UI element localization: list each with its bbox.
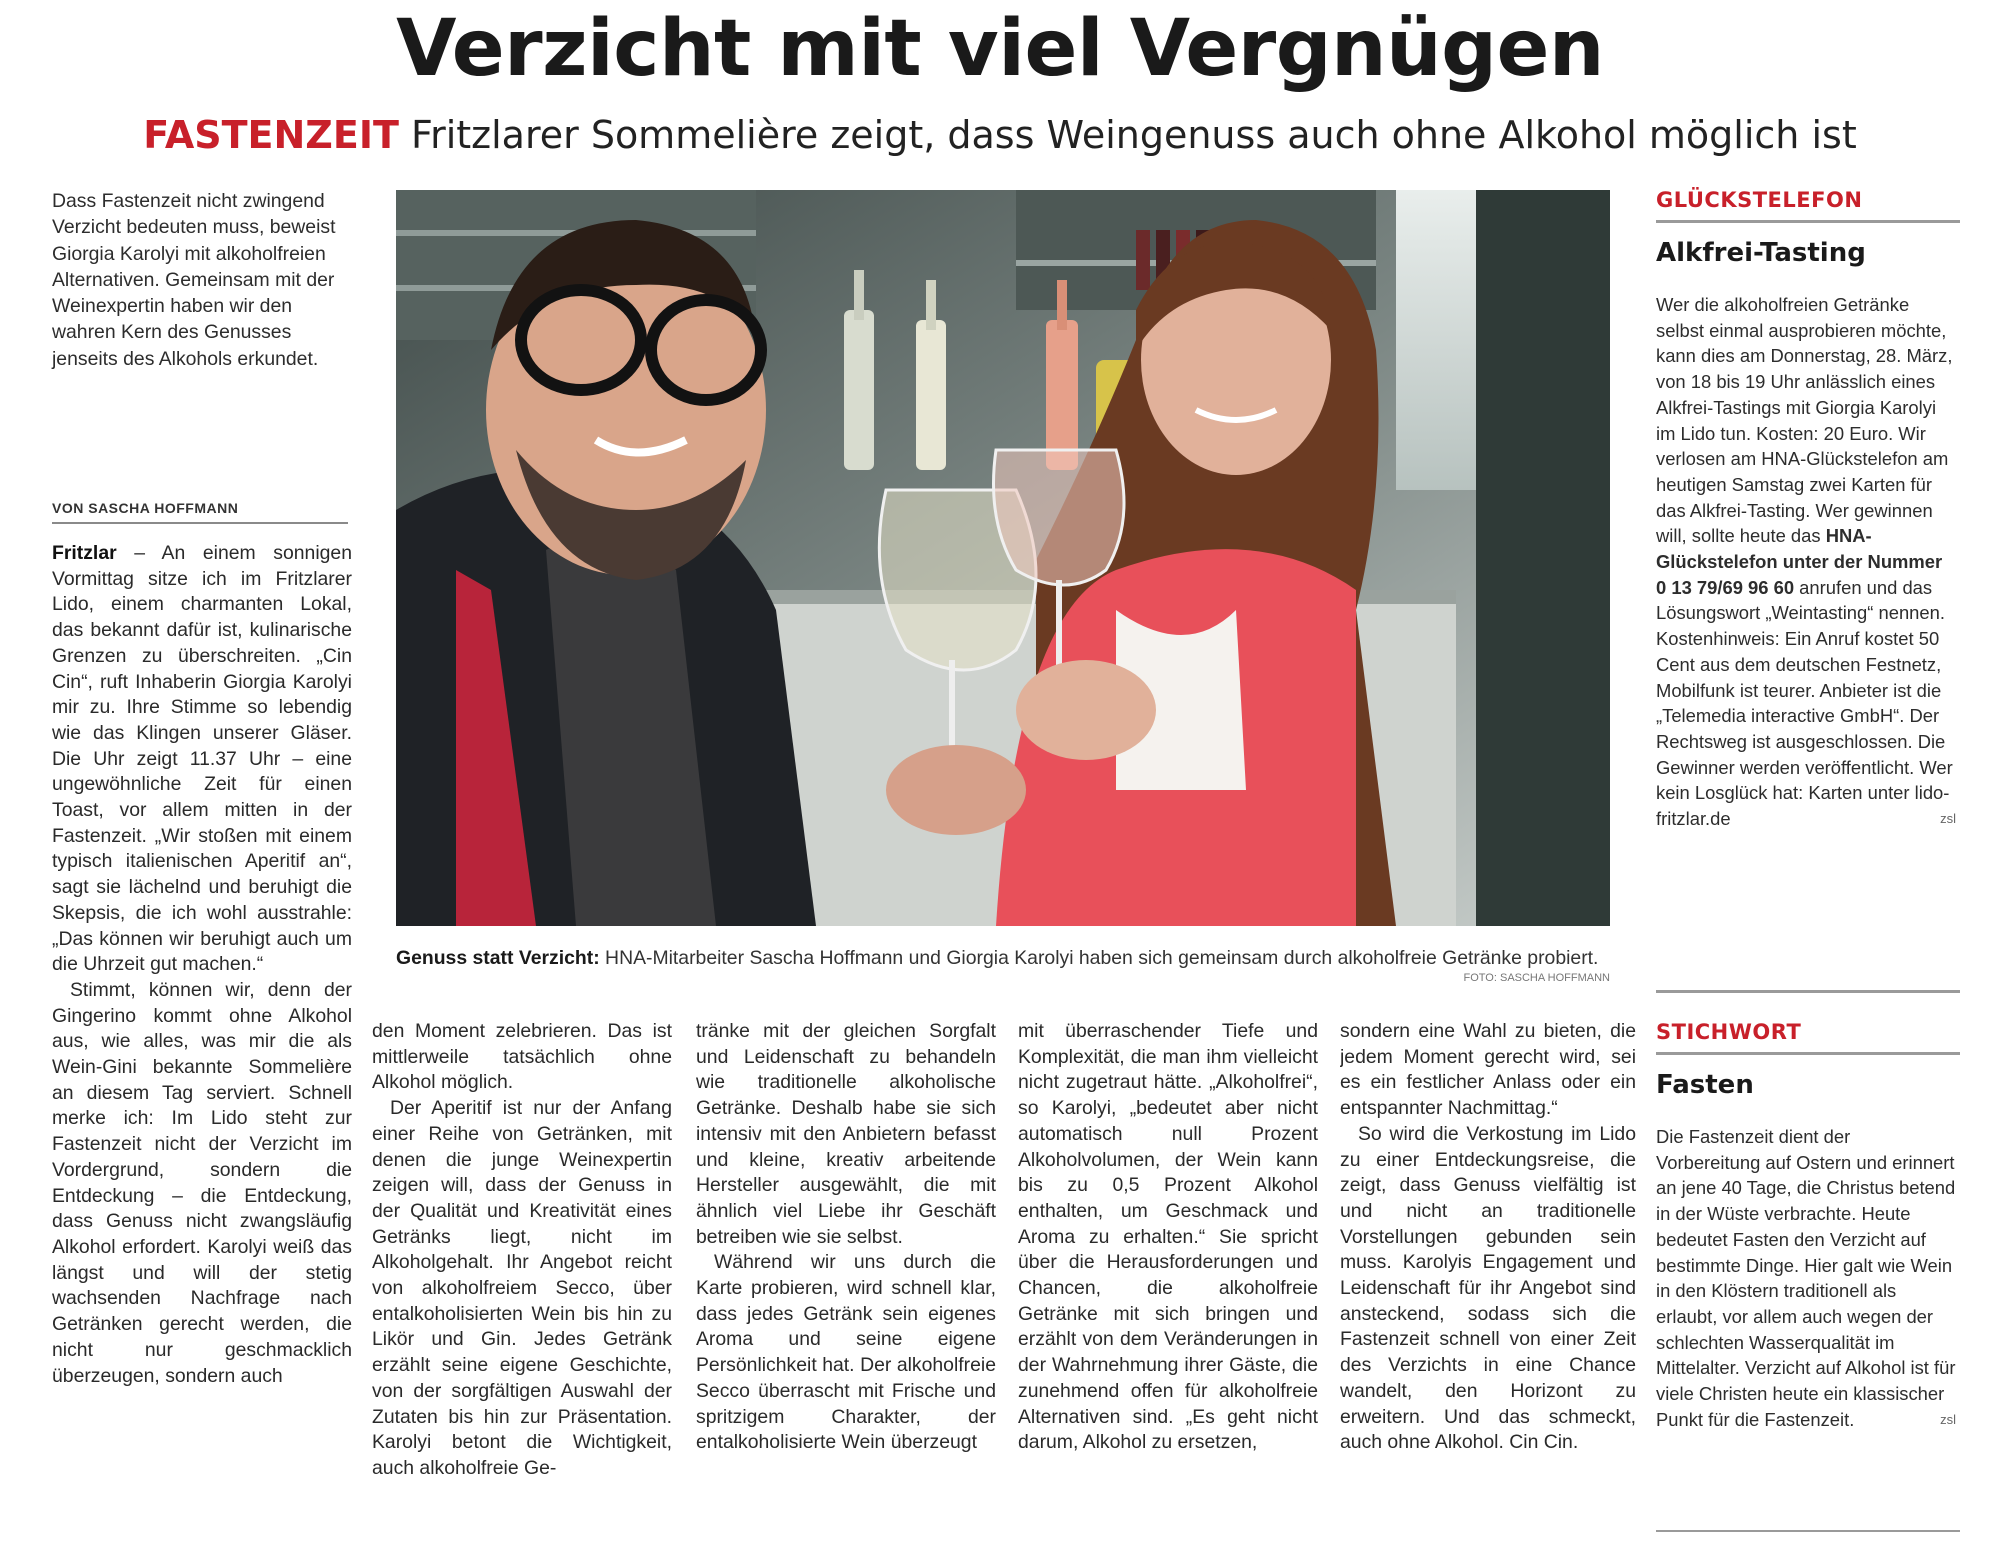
article-intro: Dass Fastenzeit nicht zwingend Verzicht bedeuten muss, beweist Giorgia Karolyi mit alkoholfreien Alternativen. Gemeinsam mit der Weinexpertin haben wir den wahren Kern des Genusses jenseits des Alkohols erkundet. — [52, 190, 336, 370]
sidebar-rule — [1656, 1530, 1960, 1532]
article-column-3 — [696, 1019, 996, 1531]
byline: VON SASCHA HOFFMANN — [52, 500, 348, 524]
article-paragraph: Während wir uns durch die Karte probieren, wird schnell klar, dass jedes Getränk sein eigenes Aroma und seine eigene Persönlichkeit hat. Der alkoholfreie Secco überrascht mit Frische und spritzigem Charakter, der entalkoholisierte Wein überzeugt — [696, 1251, 996, 1454]
subheadline-text: Fritzlarer Sommelière zeigt, dass Weingenuss auch ohne Alkohol möglich ist — [410, 113, 1857, 157]
article-paragraph: Der Aperitif ist nur der Anfang einer Reihe von Getränken, mit denen die junge Weinexpertin zeigen will, dass der Genuss in der Qualität und Kreativität eines Getränks liegt, nicht im Alkoholgehalt. Ihr Angebot reicht von alkoholfreiem Secco, über entalkoholisierten Wein bis hin zu Likör und Gin. Jedes Getränk erzählt seine eigene Geschichte, von der sorgfältigen Auswahl der Zutaten bis hin zur Präsentation. Karolyi betont die Wichtigkeit, auch alkoholfreie Ge- — [372, 1097, 672, 1479]
sidebar-kicker-glueckstelefon: GLÜCKSTELEFON — [1656, 188, 1863, 212]
photo-credit: FOTO: SASCHA HOFFMANN — [1463, 972, 1610, 984]
article-column-4 — [1018, 1019, 1318, 1531]
article-paragraph: Fritzlar – An einem sonnigen Vormittag sitze ich im Fritzlarer Lido, einem charmanten Lokal, das bekannt dafür ist, kulinarische Grenzen zu überschreiten. „Cin Cin“, ruft Inhaberin Giorgia Karolyi mir zu. Ihre Stimme so lebendig wie das Klingen unserer Gläser. Die Uhr zeigt 11.37 Uhr – eine ungewöhnliche Zeit für einen Toast, vor allem mitten in der Fastenzeit. „Wir stoßen mit einem typisch italienischen Aperitif an“, sagt sie lächelnd und beruhigt die Skepsis, die ich wohl ausstrahle: „Das können wir beruhigt auch um die Uhrzeit gut machen.“ — [52, 542, 352, 976]
sidebar-body-stichwort: Die Fastenzeit dient der Vorbereitung auf Ostern und erinnert an jene 40 Tage, die Christus betend in der Wüste verbrachte. Heute bedeutet Fasten den Verzicht auf bestimmte Dinge. Hier galt wie Wein in den Klöstern traditionell als erlaubt, vor allem auch wegen der schlechten Wasserqualität im Mittelalter. Verzicht auf Alkohol ist für viele Christen heute ein klassischer Punkt für die Fastenzeit. zsl — [1656, 1124, 1956, 1524]
subheadline — [0, 113, 2000, 157]
sidebar-title-alkfrei-tasting: Alkfrei-Tasting — [1656, 238, 1866, 268]
sidebar-rule — [1656, 990, 1960, 993]
photo-illustration — [396, 190, 1610, 926]
author-sign: zsl — [1940, 811, 1956, 827]
author-sign: zsl — [1940, 1411, 1956, 1427]
sidebar-kicker-stichwort: STICHWORT — [1656, 1020, 1802, 1044]
article-paragraph: mit überraschender Tiefe und Komplexität, die man ihm vielleicht nicht zugetraut hätte. „Alkoholfrei“, so Karolyi, „bedeutet aber nicht automatisch null Prozent Alkoholvolumen, der Wein kann bis zu 0,5 Prozent Alkohol enthalten, um Geschmack und Aroma zu erhalten.“ Sie spricht über die Herausforderungen und Chancen, die alkoholfreie Getränke mit sich bringen und erzählt von dem Veränderungen in der Wahrnehmung ihrer Gäste, die zunehmend offen für alkoholfreie Alternativen sind. „Es geht nicht darum, Alkohol zu ersetzen, — [1018, 1020, 1318, 1454]
article-paragraph: So wird die Verkostung im Lido zu einer Entdeckungsreise, die zeigt, dass Genuss vielfältig ist und nicht an traditionelle Vorstellungen gebunden sein muss. Karolyis Engagement und Leidenschaft für ihr Angebot sind ansteckend, sodass sich die Fastenzeit schnell von einer Zeit des Verzichts in eine Chance wandelt, den Horizont zu erweitern. Und das schmeckt, auch ohne Alkohol. Cin Cin. — [1340, 1122, 1636, 1454]
photo-caption — [396, 946, 1610, 971]
article-paragraph: Stimmt, können wir, denn der Gingerino kommt ohne Alkohol aus, wie alles, was mir die als Wein-Gini bekannte Sommelière an diesem Tag serviert. Schnell merke ich: Im Lido steht zur Fastenzeit nicht der Verzicht im Vordergrund, sondern die Entdeckung – die Entdeckung, dass Genuss nicht zwangsläufig Alkohol erfordert. Karolyi weiß das längst und will der stetig wachsenden Nachfrage nach Getränken gerecht werden, die nicht nur geschmacklich überzeugen, sondern auch — [52, 978, 352, 1387]
headline: Verzicht mit viel Vergnügen — [396, 4, 1604, 94]
sidebar-rule — [1656, 1052, 1960, 1055]
sidebar-title-fasten: Fasten — [1656, 1070, 1754, 1100]
sidebar-body-glueckstelefon: Wer die alkoholfreien Getränke selbst einmal ausprobieren möchte, kann dies am Donnerstag, 28. März, von 18 bis 19 Uhr anlässlich eines Alkfrei-Tastings mit Giorgia Karolyi im Lido tun. Kosten: 20 Euro. Wir verlosen am HNA-Glückstelefon am heutigen Samstag zwei Karten für das Alkfrei-Tasting. Wer gewinnen will, sollte heute das HNA-Glückstelefon unter der Nummer 0 13 79/69 96 60 anrufen und das Lösungswort „Weintasting“ nennen. Kostenhinweis: Ein Anruf kostet 50 Cent aus dem deutschen Festnetz, Mobilfunk ist teurer. Anbieter ist die „Telemedia interactive GmbH“. Der Rechtsweg ist ausgeschlossen. Die Gewinner werden veröffentlicht. Wer kein Losglück hat: Karten unter lido-fritzlar.de zsl — [1656, 292, 1956, 972]
kicker-fastenzeit: FASTENZEIT — [143, 113, 399, 157]
dateline: Fritzlar — [52, 542, 117, 564]
caption-lead: Genuss statt Verzicht: — [396, 947, 600, 969]
article-paragraph: den Moment zelebrieren. Das ist mittlerweile tatsächlich ohne Alkohol möglich. — [372, 1020, 672, 1094]
article-photo — [396, 190, 1610, 926]
article-column-2 — [372, 1019, 672, 1531]
caption-text: HNA-Mitarbeiter Sascha Hoffmann und Giorgia Karolyi haben sich gemeinsam durch alkoholfreie Getränke probiert. — [599, 947, 1599, 969]
sidebar-rule — [1656, 220, 1960, 223]
article-paragraph: tränke mit der gleichen Sorgfalt und Leidenschaft zu behandeln wie traditionelle alkoholische Getränke. Deshalb habe sie sich intensiv mit den Anbietern befasst und kleine, kreativ arbeitende Hersteller ausgewählt, die mit ähnlich viel Liebe ihr Geschäft betreiben wie sie selbst. — [696, 1020, 996, 1248]
phone-number: HNA-Glückstelefon unter der Nummer 0 13 79/69 96 60 — [1656, 525, 1943, 598]
article-column-5 — [1340, 1019, 1636, 1531]
article-column-1 — [52, 541, 352, 1531]
article-paragraph: sondern eine Wahl zu bieten, die jedem Moment gerecht wird, sei es ein festlicher Anlass oder ein entspannter Nachmittag.“ — [1340, 1020, 1636, 1120]
